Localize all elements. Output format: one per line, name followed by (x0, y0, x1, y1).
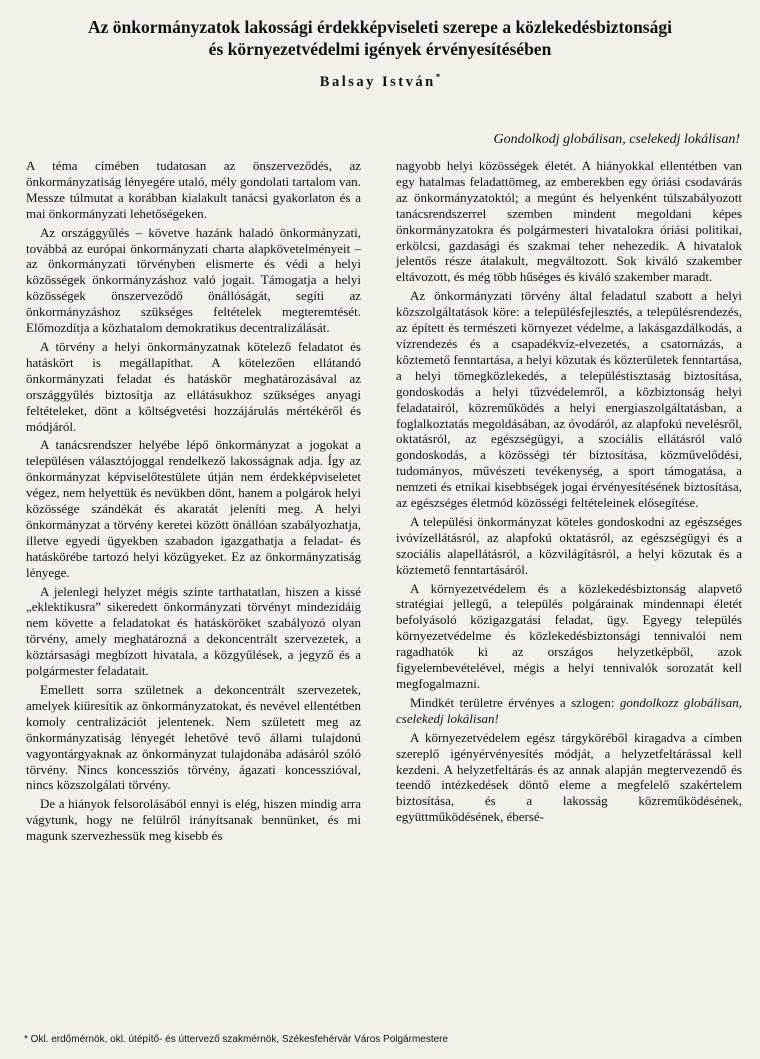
slogan-lead: Mindkét területre érvényes a szlogen: (410, 694, 615, 710)
paragraph: A települési önkormányzat köteles gondoskodni az egészséges ivóvízellátásról, az alapfokú oktatásról, az egészségügyi és a szociális alapellátásról, a közvilágításról, a helyi közutak és a köztemető fenntartásáról. (396, 513, 742, 577)
motto: Gondolkodj globálisan, cselekedj lokálisan! (493, 132, 740, 147)
paragraph: A tanácsrendszer helyébe lépő önkormányzat a jogokat a településen választójoggal rendelkező lakosságnak adja. Így az önkormányzat képviselőtestülete útján nem érdekképviseletet végez, nem helyettük és nevükben dönt, hanem a polgárok helyi közössége szándékát és akaratát jeleníti meg. A helyi önkormányzat a törvény keretei között önállóan szabályozhatja, illetve egyedi ügyekben szabadon igazgathatja a feladat- és hatáskörébe tartozó helyi közügyeket. Ez az önkormányzatiság lényege. (26, 437, 361, 580)
slogan-text: gondolkozz globálisan, cselekedj lokálisan! (396, 694, 742, 726)
footnote: * Okl. erdőmérnök, okl. útépítő- és úttervező szakmérnök, Székesfehérvár Város Polgármestere (24, 1034, 449, 1045)
paragraph: A törvény a helyi önkormányzatnak kötelező feladatot és hatáskört is megállapíthat. A kötelezően ellátandó önkormányzati feladat és hatáskör meghatározásával az országgyűlés biztosítja az ellátásukhoz szükséges anyagi feltételeket, dönt a költségvetési hozzájárulás mértékéről és módjáról. (26, 338, 361, 434)
paragraph: Az országgyűlés – követve hazánk haladó önkormányzati, továbbá az európai önkormányzati charta alapkövetelményeit – az önkormányzati törvényben elismerte és védi a helyi közösségek önkormányzáshoz való jogait. Támogatja a helyi közösségek önszerveződő önállóságát, segíti az önkormányzáshoz szükséges feltételek megteremtését. Előmozdítja a közhatalom demokratikus decentralizálását. (26, 224, 361, 336)
paragraph: A környezetvédelem egész tárgyköréből kiragadva a címben szereplő igényérvényesítés módját, a helyzetfeltárással kell kezdeni. A helyzetfeltárás és az annak alapján megtervezendő és teendő intézkedések döntő eleme a megfelelő szakértelem biztosítása, és a lakosság közreműködésének, együttműködésének, ébersé- (396, 729, 742, 825)
slogan-paragraph (396, 695, 742, 727)
title-line-2: és környezetvédelmi igények érvényesítésében (208, 39, 552, 59)
paragraph: A téma címében tudatosan az önszerveződés, az önkormányzatiság lényegére utaló, mély gondolati tartalom van. Messze túlmutat a korábban kialakult tanácsi gyakorlaton és a mai önkormányzati lehetőségeken. (26, 158, 362, 221)
paragraph: De a hiányok felsorolásából ennyi is elég, hiszen mindig arra vágytunk, hogy ne felülről irányítsanak bennünket, és mi magunk szervezhessük meg kisebb és (26, 796, 361, 844)
paragraph: Emellett sorra születnek a dekoncentrált szervezetek, amelyek kiüresítik az önkormányzatokat, és nevével ellentétben komoly centralizációt jelentenek. Nem született meg az önkormányzatiság lényegét lehetővé tevő állami tulajdonú vagyontárgyaknak az önkormányzat tulajdonába adásáról szóló törvény. Nincs koncessziós törvény, ágazati koncesszióval, nincs közszolgálati törvény. (26, 682, 361, 793)
title-line-1: Az önkormányzatok lakossági érdekképviseleti szerepe a közlekedésbiztonsági (88, 17, 672, 37)
author-name (0, 72, 760, 91)
author-text: Balsay István (319, 73, 436, 90)
right-column (396, 158, 742, 828)
left-column (26, 158, 361, 847)
paragraph: A jelenlegi helyzet mégis szinte tarthatatlan, hiszen a kissé „eklektikusra” sikeredett önkormányzati törvényt mindezidáig nem követte a feladatokat és hatásköröket szabályozó olyan törvény, amely meghatározná a dekoncentrált szervezetek, a köztársasági megbízott hivatala, a közgyűlések, a jegyző és a polgármester feladatait. (26, 583, 361, 679)
author-footnote-mark: * (435, 72, 441, 82)
paragraph: Az önkormányzati törvény által feladatul szabott a helyi közszolgáltatások köre: a településfejlesztés, a településrendezés, az épített és természeti környezet védelme, a lakásgazdálkodás, a vízrendezés és a csapadékvíz-elvezetés, a csatornázás, a köztemető fenntartása, a helyi közutak és közterületek fenntartása, a helyi tömegközlekedés, a településtisztaság biztosítása, gondoskodás a helyi tűzvédelemről, a közbiztonság helyi feladatairól, közreműködés a helyi energiaszolgáltatásban, a foglalkoztatás megoldásában, az óvodáról, az alapfokú nevelésről, oktatásról, az egészségügyi, a szociális ellátásról való gondoskodás, a közösségi tér biztosítása, közművelődési, tudományos, művészeti tevékenység, a sport támogatása, a nemzeti és etnikai kisebbségek jogai érvényesítésének biztosítása, az egészséges életmód közösségi feltételeinek elősegítése. (396, 288, 742, 511)
article-title (10, 16, 750, 60)
paragraph: A környezetvédelem és a közlekedésbiztonság alapvető stratégiai jellegű, a település polgárainak mindennapi életét befolyásoló közigazgatási feladat, ügy. Egyegy település környezetvédelme és közlekedésbiztonsági tennivalói nem ragadhatók ki az országos helyzetképből, azok figyelembevételével, mégis a helyi tennivalók sorozatát kell megfogalmazni. (396, 580, 742, 691)
paragraph: nagyobb helyi közösségek életét. A hiányokkal ellentétben van egy hatalmas feladattömeg, az emberekben egy óriási csodavárás az önkormányzatoktól; a megúnt és helyenként túlszabályozott tanácsrendszerrel szemben mindent megoldani képes önkormányzatokra és polgármesteri hivatalokra óriási politikai, erkölcsi, gazdasági és szakmai teher nehezedik. A hivatalok jelentős része átalakult, megváltozott. Sok kiváló szakember eltávozott, és még több hűséges és kiváló szakember maradt. (396, 158, 742, 285)
